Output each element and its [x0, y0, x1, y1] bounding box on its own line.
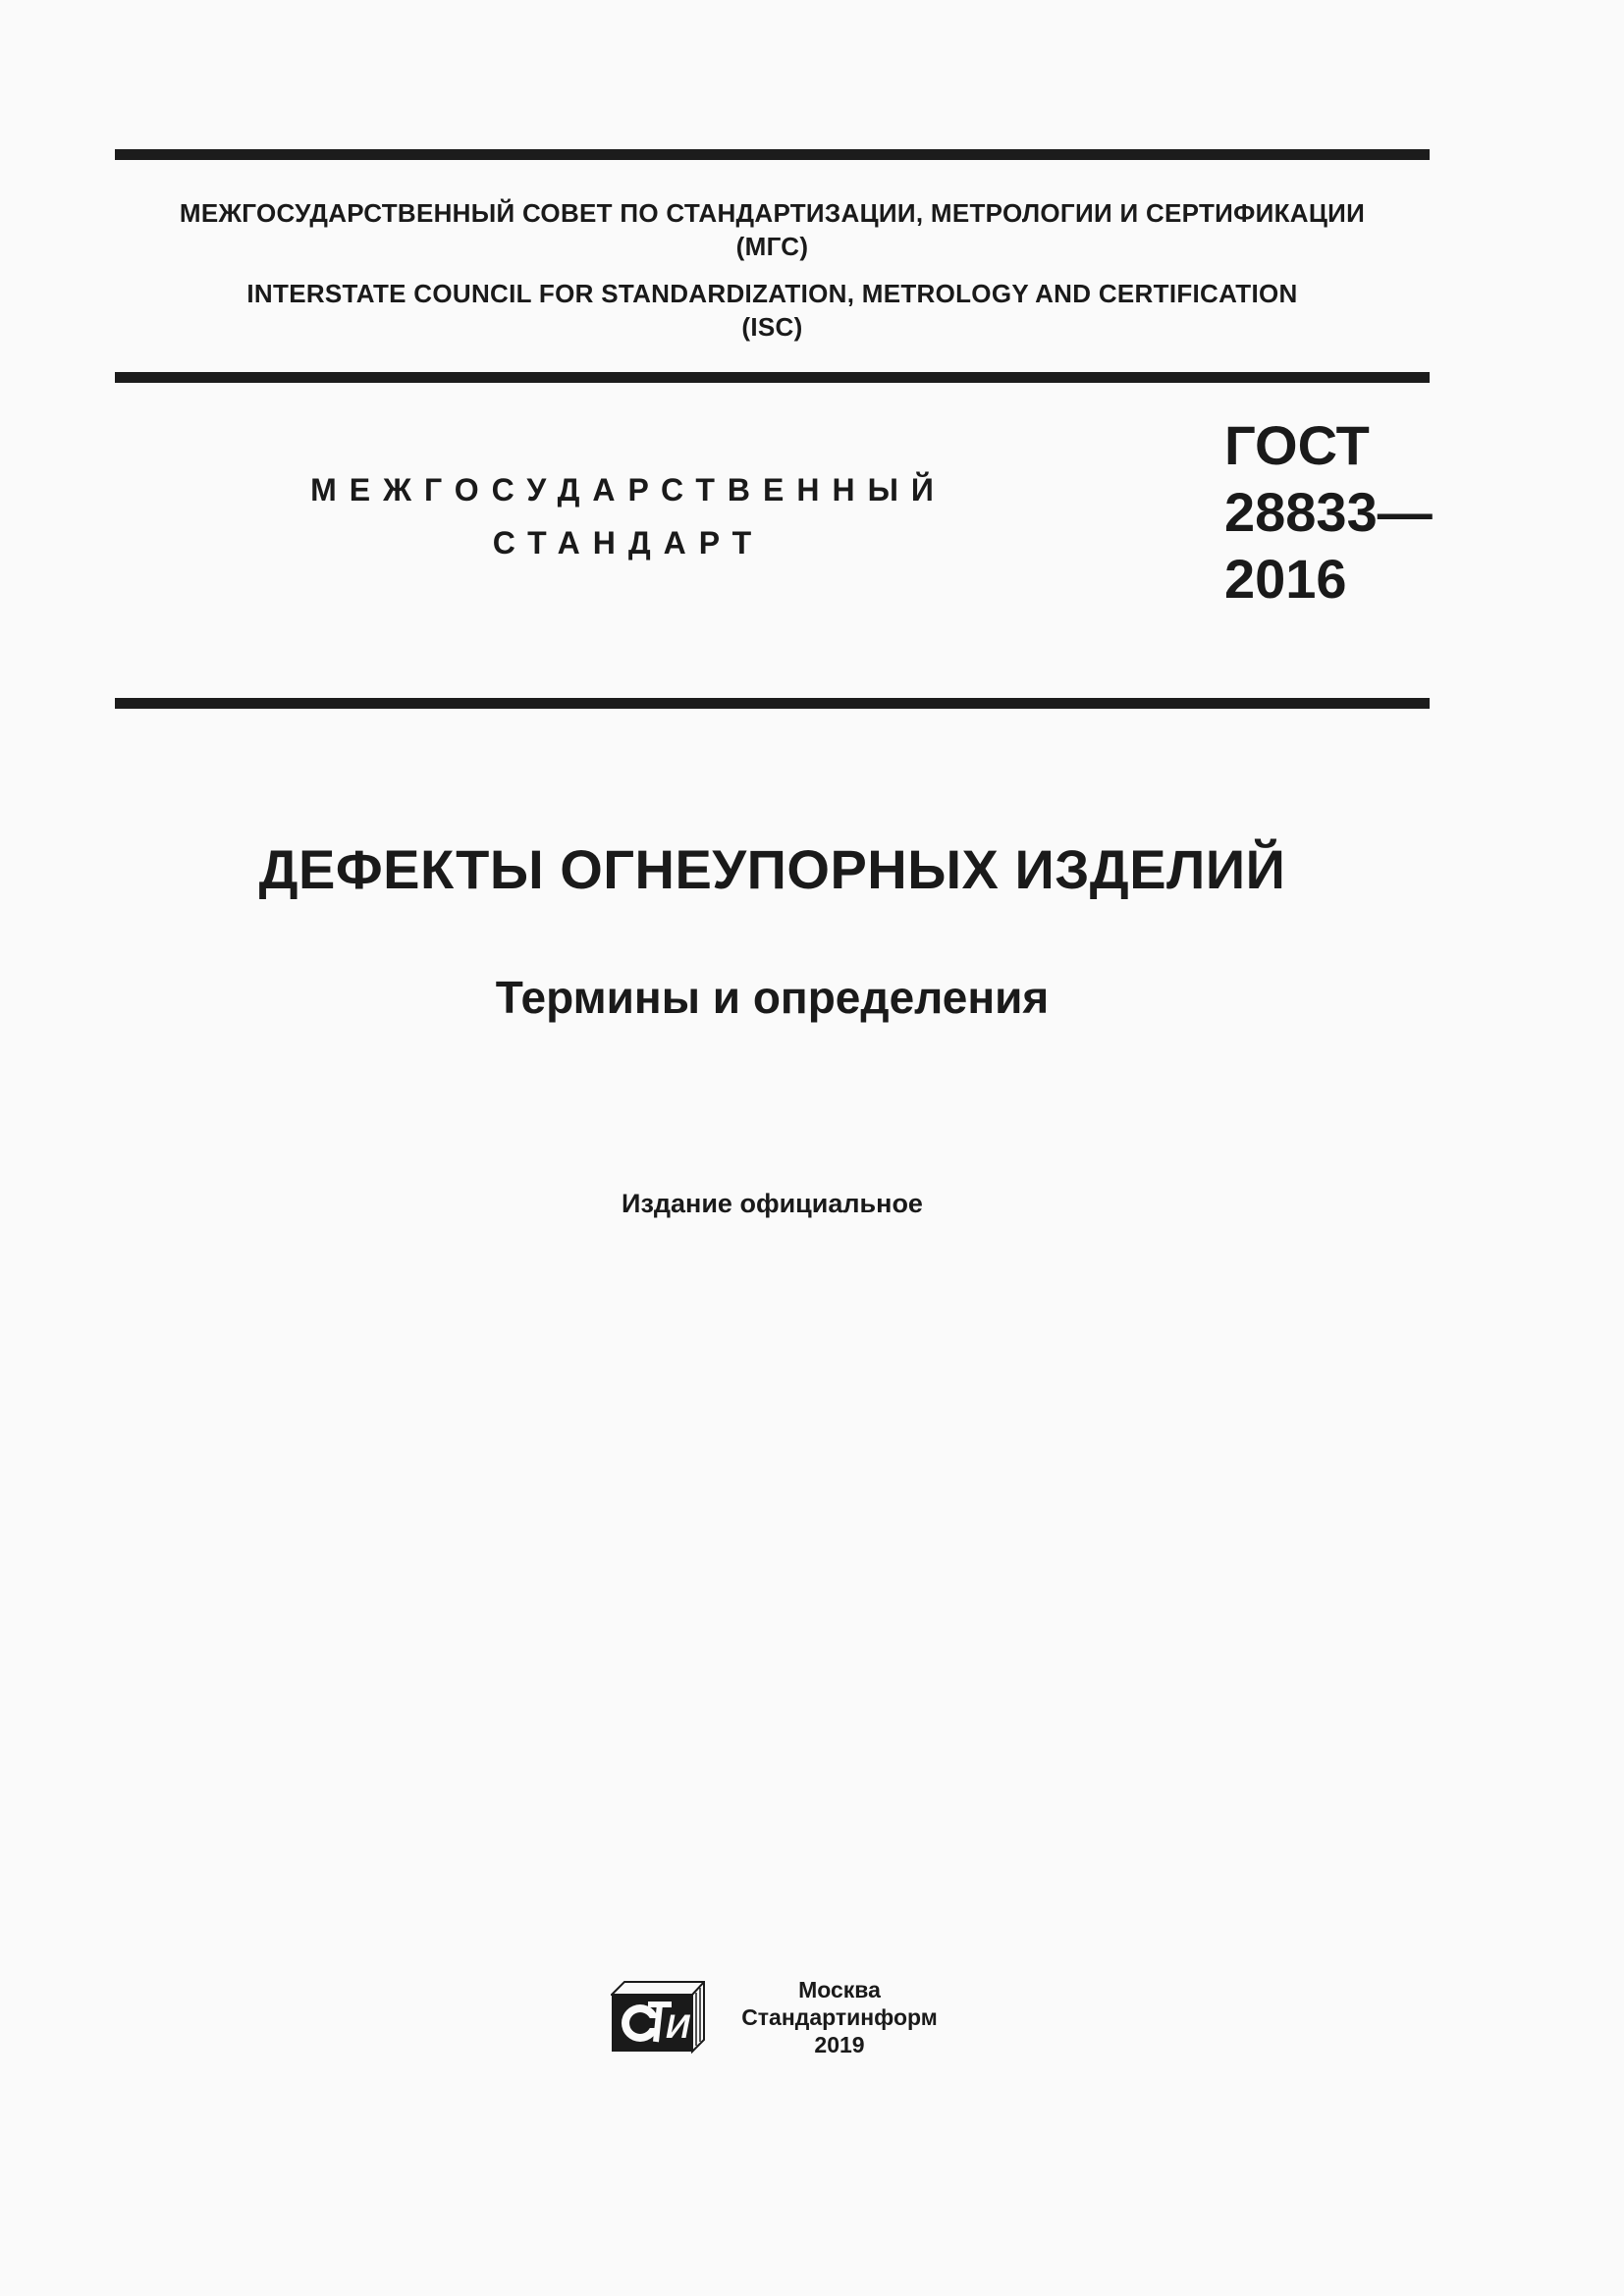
document-title: ДЕФЕКТЫ ОГНЕУПОРНЫХ ИЗДЕЛИЙ: [258, 838, 1286, 900]
designation-line1: ГОСТ: [1224, 414, 1370, 476]
publisher-imprint: [722, 1976, 957, 2058]
council-en-line1: INTERSTATE COUNCIL FOR STANDARDIZATION, METROLOGY AND CERTIFICATION: [246, 279, 1298, 308]
standard-kind: [245, 463, 1011, 569]
publisher-year: 2019: [814, 2032, 865, 2057]
standard-designation: [1224, 412, 1433, 613]
standard-kind-line1: МЕЖГОСУДАРСТВЕННЫЙ: [310, 472, 947, 507]
council-en-line2: (ISC): [741, 312, 803, 342]
council-en: [115, 277, 1430, 344]
council-ru-line2: (МГС): [735, 232, 809, 261]
publisher-city: Москва: [798, 1977, 881, 2002]
edition-label: Издание официальное: [622, 1189, 923, 1218]
designation-line2: 28833—: [1224, 481, 1433, 543]
designation-line3: 2016: [1224, 548, 1347, 610]
publisher-logo-icon: [611, 1981, 705, 2054]
publisher-name: Стандартинформ: [741, 2004, 938, 2030]
svg-text:И: И: [666, 2008, 690, 2046]
header-rule: [115, 372, 1430, 383]
council-ru-line1: МЕЖГОСУДАРСТВЕННЫЙ СОВЕТ ПО СТАНДАРТИЗАЦИИ, МЕТРОЛОГИИ И СЕРТИФИКАЦИИ: [179, 198, 1366, 228]
document-subtitle: Термины и определения: [495, 972, 1050, 1023]
top-rule: [115, 149, 1430, 160]
standard-kind-line2: СТАНДАРТ: [492, 525, 765, 561]
title-rule: [115, 698, 1430, 709]
council-ru: [115, 196, 1430, 263]
